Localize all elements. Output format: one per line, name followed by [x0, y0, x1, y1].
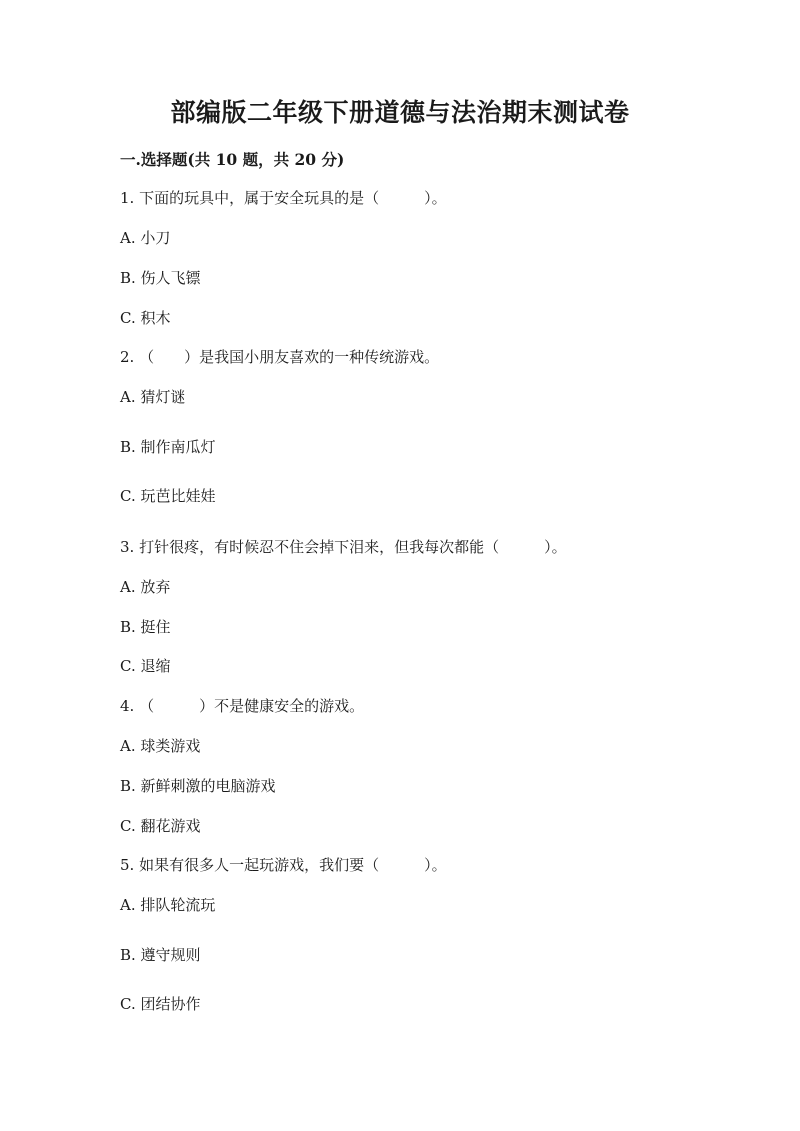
- question-4-stem: 4. （ ）不是健康安全的游戏。: [120, 697, 365, 715]
- question-2-option-a: A. 猜灯谜: [120, 388, 186, 406]
- question-2-stem: 2. （ ）是我国小朋友喜欢的一种传统游戏。: [120, 348, 440, 366]
- section-heading: 一.选择题(共 10 题，共 20 分): [120, 150, 345, 169]
- page-title: 部编版二年级下册道德与法治期末测试卷: [170, 98, 630, 127]
- question-1-option-b: B. 伤人飞镖: [120, 269, 201, 287]
- question-5-option-c: C. 团结协作: [120, 995, 201, 1013]
- question-1-option-c: C. 积木: [120, 309, 171, 327]
- question-5-option-a: A. 排队轮流玩: [120, 896, 216, 914]
- question-5-option-b: B. 遵守规则: [120, 946, 201, 964]
- question-2-option-b: B. 制作南瓜灯: [120, 438, 216, 456]
- question-3-option-b: B. 挺住: [120, 618, 171, 636]
- question-1-option-a: A. 小刀: [120, 229, 171, 247]
- question-1-stem: 1. 下面的玩具中，属于安全玩具的是（ ）。: [120, 189, 447, 207]
- question-3-stem: 3. 打针很疼，有时候忍不住会掉下泪来，但我每次都能（ ）。: [120, 538, 567, 556]
- question-4-option-b: B. 新鲜刺激的电脑游戏: [120, 777, 276, 795]
- question-3-option-a: A. 放弃: [120, 578, 171, 596]
- question-4-option-c: C. 翻花游戏: [120, 817, 201, 835]
- question-3-option-c: C. 退缩: [120, 657, 171, 675]
- question-2-option-c: C. 玩芭比娃娃: [120, 487, 216, 505]
- question-4-option-a: A. 球类游戏: [120, 737, 201, 755]
- question-5-stem: 5. 如果有很多人一起玩游戏，我们要（ ）。: [120, 856, 447, 874]
